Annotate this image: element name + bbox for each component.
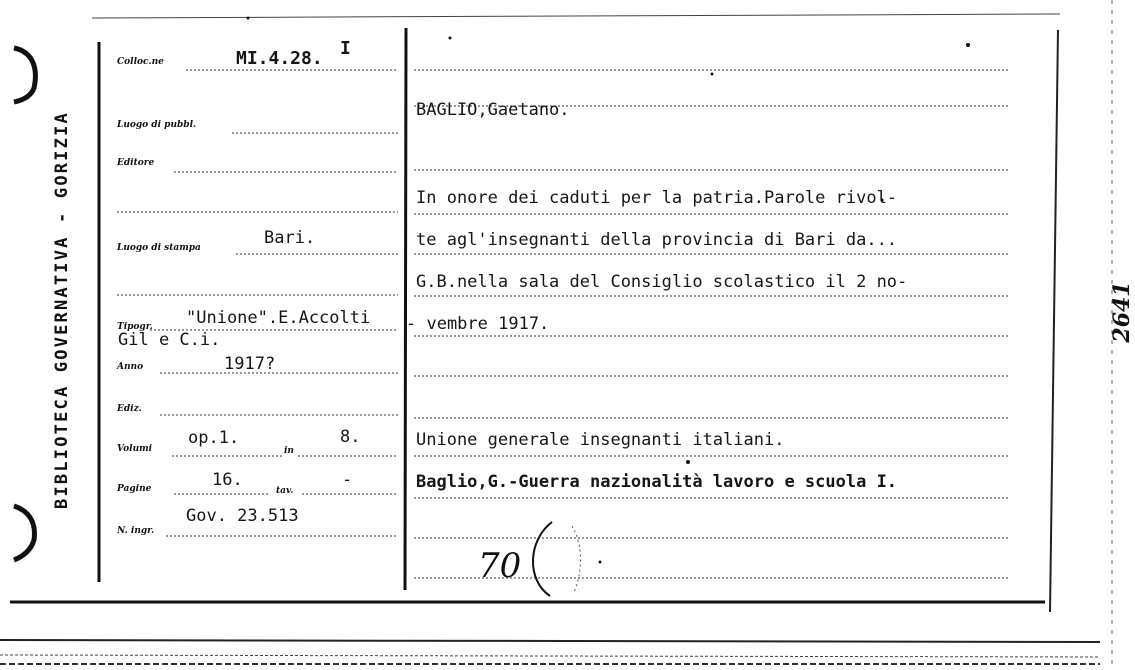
entry-author: BAGLIO,Gaetano. bbox=[416, 100, 570, 120]
label-anno: Anno bbox=[117, 362, 144, 372]
label-tavole: tav. bbox=[276, 486, 294, 496]
entry-title-line-1: In onore dei caduti per la patria.Parole rivol- bbox=[416, 188, 898, 208]
label-edizione: Ediz. bbox=[117, 404, 142, 414]
label-volumi: Volumi bbox=[117, 444, 153, 454]
value-tipografia-2: Gil e C.i. bbox=[118, 330, 221, 350]
value-anno: 1917? bbox=[224, 354, 276, 374]
label-pagine: Pagine bbox=[117, 484, 152, 494]
value-volumi: op.1. bbox=[188, 428, 240, 448]
label-editore: Editore bbox=[117, 158, 155, 168]
handwritten-margin-number: 2641 bbox=[1109, 281, 1135, 343]
value-n-ingr: Gov. 23.513 bbox=[186, 506, 299, 526]
value-pagine: 16. bbox=[212, 470, 243, 490]
entry-subject: Unione generale insegnanti italiani. bbox=[416, 430, 785, 450]
entry-cross-reference: Baglio,G.-Guerra nazionalità lavoro e scuola I. bbox=[416, 472, 898, 492]
entry-title-line-3: G.B.nella sala del Consiglio scolastico il 2 no- bbox=[416, 272, 908, 292]
value-luogo-stampa: Bari. bbox=[264, 228, 316, 248]
handwritten-page-number: 70 bbox=[478, 546, 522, 586]
label-collocazione: Colloc.ne bbox=[117, 57, 164, 67]
label-luogo-pubbl: Luogo di pubbl. bbox=[117, 120, 197, 130]
value-tavole: - bbox=[342, 470, 353, 490]
label-in: in bbox=[284, 446, 294, 456]
value-tipografia-1: "Unione".E.Accolti bbox=[186, 308, 371, 328]
label-n-ingr: N. ingr. bbox=[117, 526, 155, 536]
value-collocazione: MI.4.28. bbox=[236, 48, 323, 69]
institution-stamp: BIBLIOTECA GOVERNATIVA - GORIZIA bbox=[52, 111, 72, 509]
label-tipografia: Tipogr. bbox=[117, 322, 153, 332]
value-collocazione-sup: I bbox=[340, 38, 351, 59]
label-luogo-stampa: Luogo di stampa bbox=[117, 243, 201, 253]
entry-title-line-4: - vembre 1917. bbox=[406, 314, 550, 334]
entry-title-line-2: te agl'insegnanti della provincia di Bari da... bbox=[416, 230, 898, 250]
value-formato: 8. bbox=[340, 427, 361, 447]
